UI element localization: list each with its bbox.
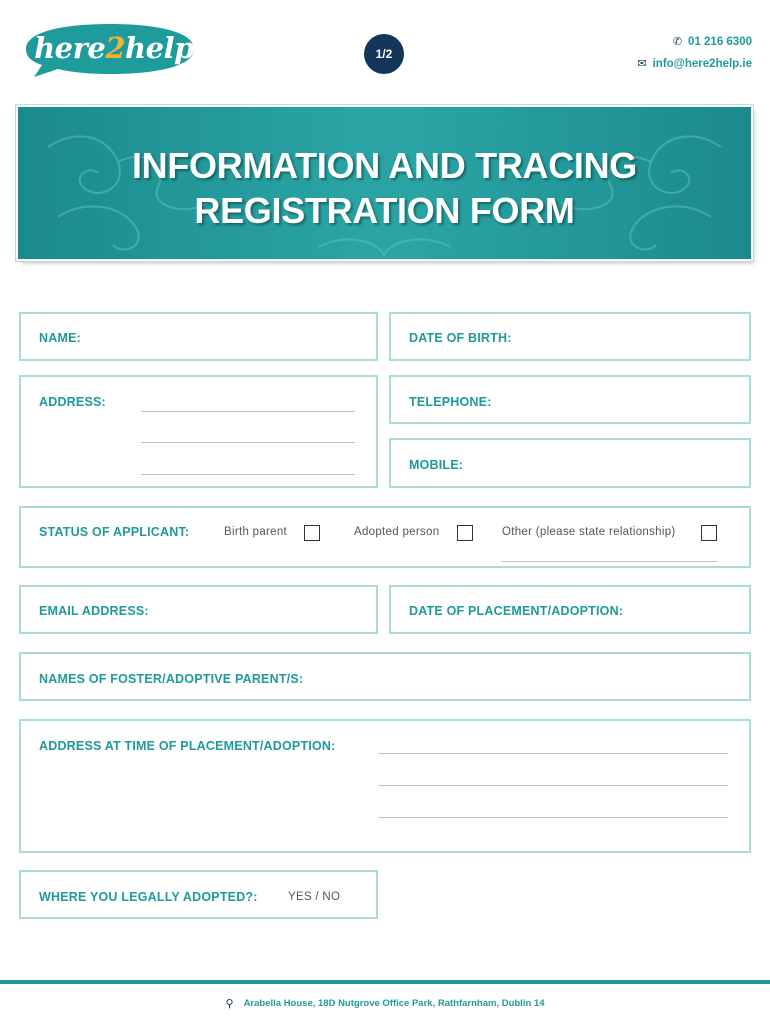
address-line-2[interactable] xyxy=(141,442,355,443)
foster-parents-label: NAMES OF FOSTER/ADOPTIVE PARENT/S: xyxy=(39,672,304,686)
legally-adopted-field[interactable] xyxy=(19,870,378,919)
telephone-label: TELEPHONE: xyxy=(409,395,492,409)
address-field[interactable] xyxy=(19,375,378,488)
logo-text-help: help xyxy=(125,31,194,65)
yes-no-options[interactable]: YES / NO xyxy=(288,891,341,903)
contact-email[interactable] xyxy=(637,57,752,70)
placement-address-label: ADDRESS AT TIME OF PLACEMENT/ADOPTION: xyxy=(39,739,336,753)
mobile-label: MOBILE: xyxy=(409,458,464,472)
birth-parent-label: Birth parent xyxy=(224,526,288,538)
email-address: info@here2help.ie xyxy=(652,57,752,70)
footer-address-text: Arabella House, 18D Nutgrove Office Park, Rathfarnham, Dublin 14 xyxy=(243,998,545,1009)
birth-parent-checkbox[interactable] xyxy=(304,525,320,541)
adopted-person-label: Adopted person xyxy=(354,526,440,538)
form-title-line1: INFORMATION AND TRACING xyxy=(131,145,638,186)
logo-text-here: here xyxy=(34,31,106,65)
envelope-icon: ✉ xyxy=(637,58,647,70)
date-of-birth-field[interactable] xyxy=(389,312,751,361)
footer-divider xyxy=(0,980,770,984)
page-indicator: 1/2 xyxy=(364,34,404,74)
email-address-field[interactable] xyxy=(19,585,378,634)
foster-parents-field[interactable] xyxy=(19,652,751,701)
form-title-line2: REGISTRATION FORM xyxy=(194,190,575,231)
status-of-applicant-field xyxy=(19,506,751,568)
address-line-3[interactable] xyxy=(141,474,355,475)
name-label: NAME: xyxy=(39,331,81,345)
date-of-placement-label: DATE OF PLACEMENT/ADOPTION: xyxy=(409,604,624,618)
placement-address-line-3[interactable] xyxy=(378,817,728,818)
email-address-label: EMAIL ADDRESS: xyxy=(39,604,149,618)
footer-address xyxy=(0,997,770,1010)
other-relationship-line[interactable] xyxy=(502,561,717,562)
mobile-field[interactable] xyxy=(389,438,751,488)
legally-adopted-label: WHERE YOU LEGALLY ADOPTED?: xyxy=(39,890,258,904)
address-label: ADDRESS: xyxy=(39,395,106,409)
here2help-logo xyxy=(24,22,196,78)
name-field[interactable] xyxy=(19,312,378,361)
phone-icon: ✆ xyxy=(672,36,683,48)
status-label: STATUS OF APPLICANT: xyxy=(39,525,190,539)
telephone-field[interactable] xyxy=(389,375,751,424)
address-line-1[interactable] xyxy=(141,411,355,412)
phone-number: 01 216 6300 xyxy=(688,35,752,48)
contact-phone[interactable] xyxy=(673,35,752,48)
form-title xyxy=(18,143,751,233)
logo-text-two: 2 xyxy=(105,31,126,65)
date-of-placement-field[interactable] xyxy=(389,585,751,634)
title-banner xyxy=(18,107,751,259)
placement-address-line-2[interactable] xyxy=(378,785,728,786)
placement-address-line-1[interactable] xyxy=(378,753,728,754)
other-relationship-checkbox[interactable] xyxy=(701,525,717,541)
other-relationship-label: Other (please state relationship) xyxy=(502,526,676,538)
map-pin-icon: ⚲ xyxy=(225,998,234,1010)
placement-address-field[interactable] xyxy=(19,719,751,853)
date-of-birth-label: DATE OF BIRTH: xyxy=(409,331,512,345)
adopted-person-checkbox[interactable] xyxy=(457,525,473,541)
